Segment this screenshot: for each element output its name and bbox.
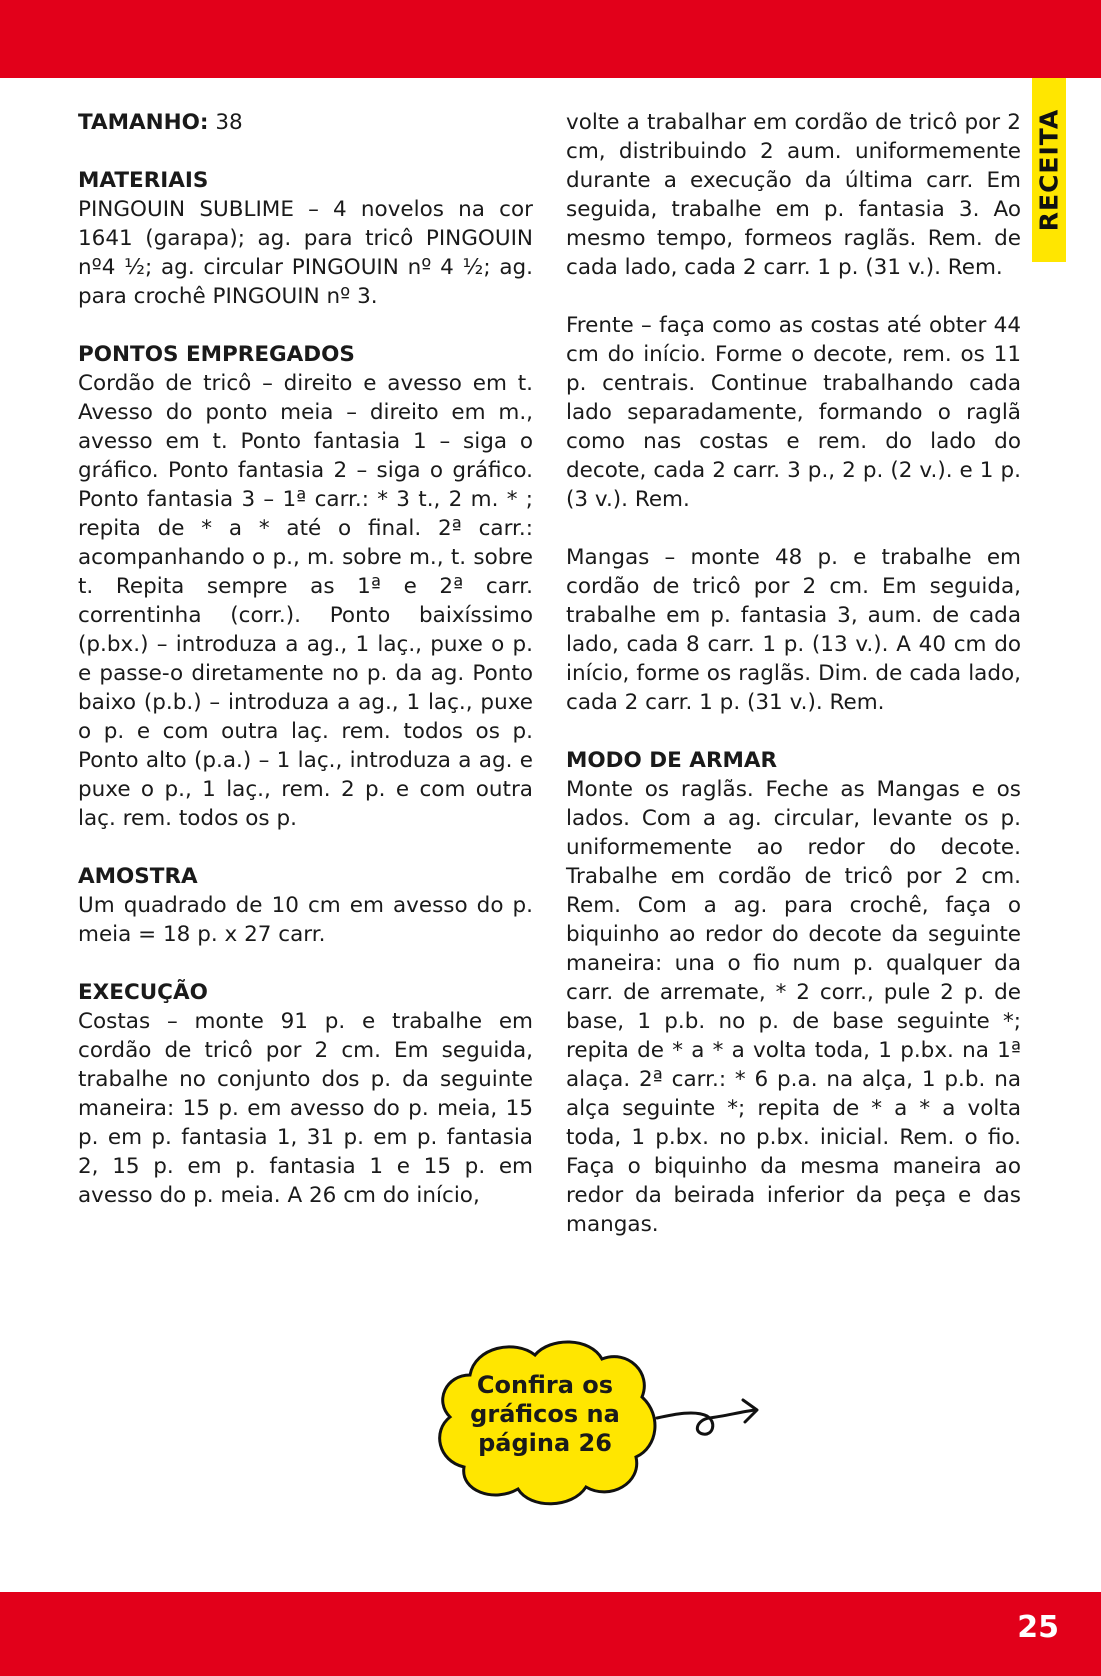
callout-line-3: página 26 (478, 1429, 612, 1457)
callout-cloud (430, 1335, 660, 1510)
materiais-heading: MATERIAIS (78, 168, 209, 193)
modo-text: Monte os raglãs. Feche as Mangas e os lados. Com a ag. circular, levante os p. uniformemente ao redor do decote. Trabalhe em cordão de tricô por 2 cm. Rem. Com a ag. para crochê, faça o biquinho ao redor do decote da seguinte maneira: una o fio num p. qualquer da carr. de arremate, * 2 corr., pule 2 p. de base, 1 p.b. no p. de base seguinte *; repita de * a * a volta toda, 1 p.bx. na 1ª alaça. 2ª carr.: * 6 p.a. na alça, 1 p.b. na alça seguinte *; repita de * a * a volta toda, 1 p.bx. no p.bx. inicial. Rem. o fio. Faça o biquinho da mesma maneira ao redor da beirada inferior da peça e das mangas. (566, 777, 1021, 1237)
tamanho-paragraph (78, 108, 533, 137)
amostra-section (78, 862, 533, 949)
pontos-heading: PONTOS EMPREGADOS (78, 342, 355, 367)
amostra-heading: AMOSTRA (78, 864, 198, 889)
materiais-section (78, 166, 533, 311)
section-tab (1032, 78, 1066, 262)
modo-section (566, 746, 1021, 1239)
bottom-red-bar (0, 1592, 1101, 1676)
costas-continuation: volte a trabalhar em cordão de tricô por 2 cm, distribuindo 2 aum. uniformemente durante a execução da última carr. Em seguida, trabalhe em p. fantasia 3. Ao mesmo tempo, formeos raglãs. Rem. de cada lado, cada 2 carr. 1 p. (31 v.). Rem. (566, 110, 1021, 280)
callout-line-1: Confira os (476, 1371, 614, 1399)
mangas-paragraph: Mangas – monte 48 p. e trabalhe em cordão de tricô por 2 cm. Em seguida, trabalhe em p. fantasia 3, aum. de cada lado, cada 8 carr. 1 p. (13 v.). A 40 cm do início, forme os raglãs. Dim. de cada lado, cada 2 carr. 1 p. (31 v.). Rem. (566, 545, 1021, 715)
materiais-text: PINGOUIN SUBLIME – 4 novelos na cor 1641 (garapa); ag. para tricô PINGOUIN nº4 ½; ag. circular PINGOUIN nº 4 ½; ag. para crochê PINGOUIN nº 3. (78, 197, 533, 309)
tamanho-value: 38 (208, 110, 243, 135)
curly-arrow-icon (655, 1390, 765, 1440)
amostra-text: Um quadrado de 10 cm em avesso do p. meia = 18 p. x 27 carr. (78, 893, 533, 947)
page-number: 25 (1017, 1610, 1059, 1645)
top-red-bar (0, 0, 1101, 78)
modo-heading: MODO DE ARMAR (566, 748, 778, 773)
left-column (78, 108, 533, 1239)
right-column (566, 108, 1021, 1268)
execucao-text: Costas – monte 91 p. e trabalhe em cordão de tricô por 2 cm. Em seguida, trabalhe no conjunto dos p. da seguinte maneira: 15 p. em avesso do p. meia, 15 p. em p. fantasia 1, 31 p. em p. fantasia 2, 15 p. em p. fantasia 1 e 15 p. em avesso do p. meia. A 26 cm do início, (78, 1009, 533, 1208)
callout-line-2: gráficos na (470, 1400, 620, 1428)
tamanho-label: TAMANHO: (78, 110, 209, 135)
execucao-section (78, 978, 533, 1210)
pontos-text: Cordão de tricô – direito e avesso em t. Avesso do ponto meia – direito em m., avesso em t. Ponto fantasia 1 – siga o gráfico. Ponto fantasia 2 – siga o gráfico. Ponto fantasia 3 – 1ª carr.: * 3 t., 2 m. * ; repita de * a * até o final. 2ª carr.: acompanhando o p., m. sobre m., t. sobre t. Repita sempre as 1ª e 2ª carr. correntinha (corr.). Ponto baixíssimo (p.bx.) – introduza a ag., 1 laç., puxe o p. e passe-o diretamente no p. da ag. Ponto baixo (p.b.) – introduza a ag., 1 laç., puxe o p. e com outra laç. rem. todos os p. Ponto alto (p.a.) – 1 laç., introduza a ag. e puxe o p., 1 laç., rem. 2 p. e com outra laç. rem. todos os p. (78, 371, 533, 831)
callout-text (430, 1371, 660, 1458)
execucao-heading: EXECUÇÃO (78, 980, 208, 1005)
pontos-section (78, 340, 533, 833)
section-tab-label: RECEITA (1034, 108, 1064, 232)
frente-paragraph: Frente – faça como as costas até obter 44 cm do início. Forme o decote, rem. os 11 p. centrais. Continue trabalhando cada lado separadamente, formando o raglã como nas costas e rem. do lado do decote, cada 2 carr. 3 p., 2 p. (2 v.). e 1 p. (3 v.). Rem. (566, 313, 1021, 512)
